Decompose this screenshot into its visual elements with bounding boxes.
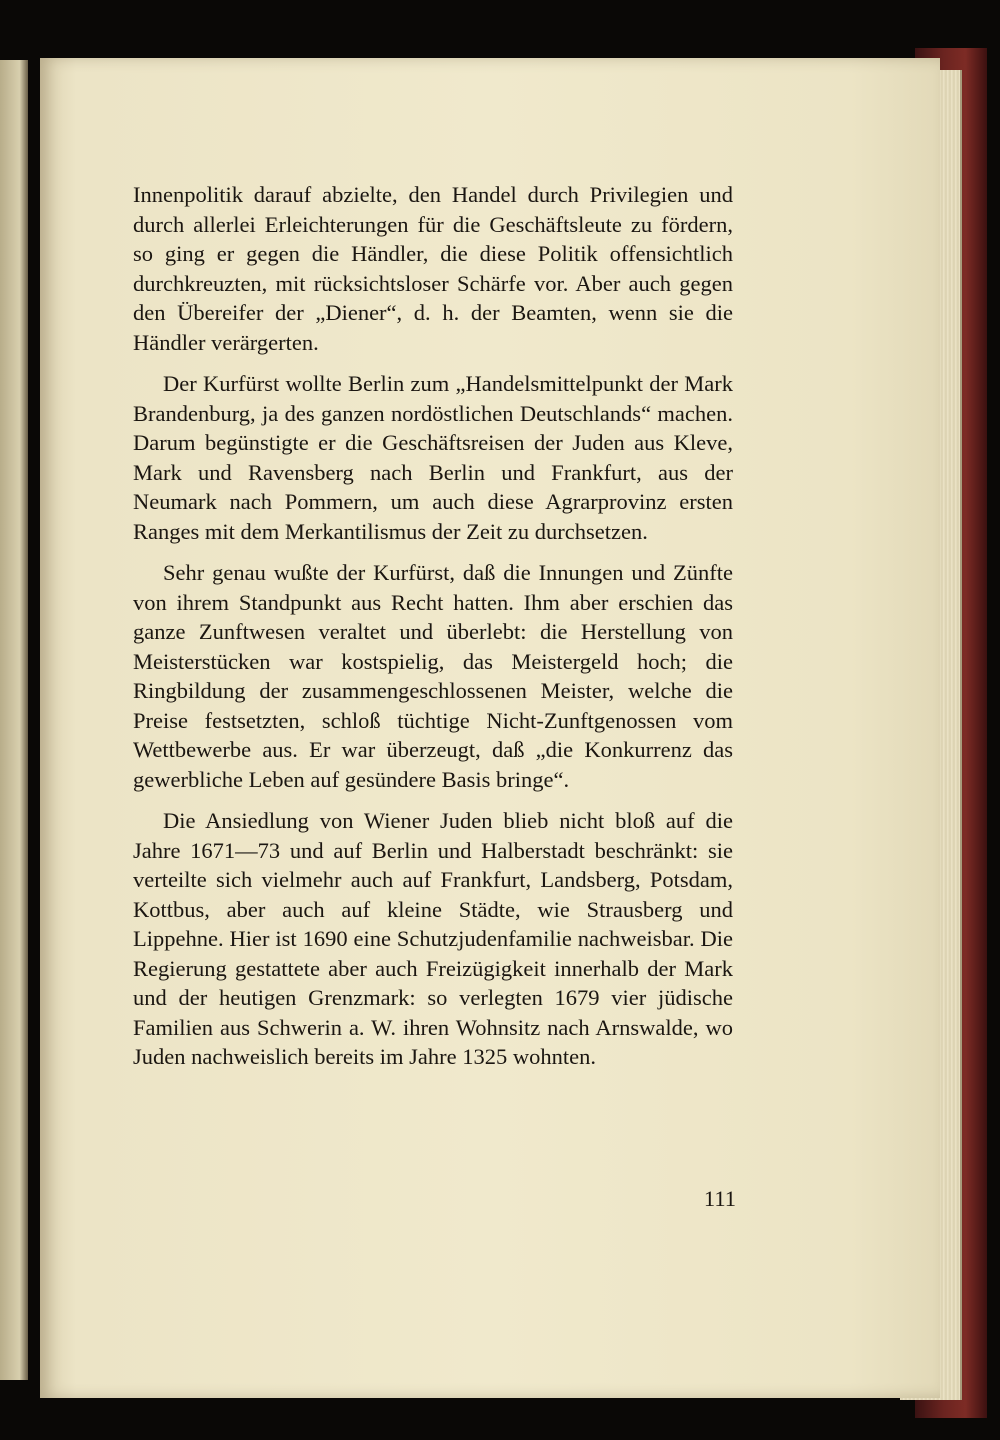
paragraph-1: Innenpolitik darauf abzielte, den Handel durch Privilegien und durch allerlei Erleichterungen für die Geschäftsleute zu fördern, so ging er gegen die Händler, die diese Politik offensichtlich durchkreuzten, mit rücksichtsloser Schärfe vor. Aber auch gegen den Übereifer der „Diener“, d. h. der Beamten, wenn sie die Händler verärgerten. — [133, 182, 733, 355]
paragraph-3: Sehr genau wußte der Kurfürst, daß die Innungen und Zünfte von ihrem Standpunkt aus Recht hatten. Ihm aber erschien das ganze Zunftwesen veraltet und überlebt: die Herstellung von Meisterstücken war kostspielig, das Meistergeld hoch; die Ringbildung der zusammengeschlossenen Meister, welche die Preise festsetzten, schloß tüchtige Nicht-Zunftgenossen vom Wettbewerbe aus. Er war überzeugt, daß „die Konkurrenz das gewerbliche Leben auf gesündere Basis bringe“. — [133, 560, 733, 792]
page-number: 111 — [703, 1186, 736, 1211]
left-page-edge — [0, 60, 28, 1380]
paragraph-4: Die Ansiedlung von Wiener Juden blieb nicht bloß auf die Jahre 1671—73 und auf Berlin und Halberstadt beschränkt: sie verteilte sich vielmehr auch auf Frankfurt, Landsberg, Potsdam, Kottbus, aber auch auf kleine Städte, wie Strausberg und Lippehne. Hier ist 1690 eine Schutzjudenfamilie nachweisbar. Die Regierung gestattete aber auch Freizügigkeit innerhalb der Mark und der heutigen Grenzmark: so verlegten 1679 vier jüdische Familien aus Schwerin a. W. ihren Wohnsitz nach Arnswalde, wo Juden nachweislich bereits im Jahre 1325 wohnten. — [133, 808, 733, 1069]
body-text — [133, 180, 733, 1072]
paragraph-2: Der Kurfürst wollte Berlin zum „Handelsmittelpunkt der Mark Brandenburg, ja des ganzen nordöstlichen Deutschlands“ machen. Darum begünstigte er die Geschäftsreisen der Juden aus Kleve, Mark und Ravensberg nach Berlin und Frankfurt, aus der Neumark nach Pommern, um auch diese Agrarprovinz ersten Ranges mit dem Merkantilismus der Zeit zu durchsetzen. — [133, 371, 733, 544]
book-page — [40, 58, 940, 1398]
